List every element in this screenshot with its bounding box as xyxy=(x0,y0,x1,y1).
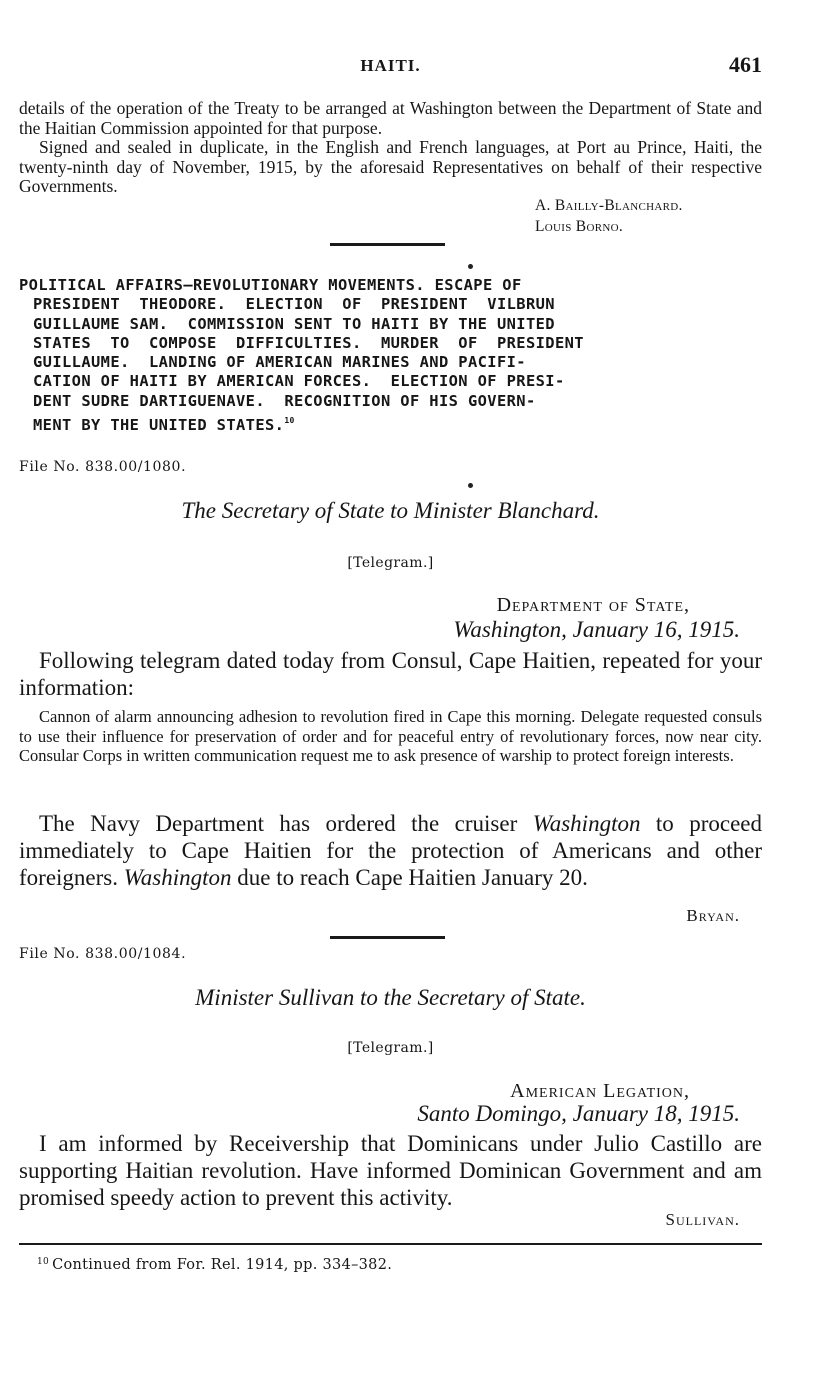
navy-order-paragraph xyxy=(19,810,762,891)
section-divider xyxy=(330,936,445,939)
footnote xyxy=(37,1257,392,1273)
page-number: 461 xyxy=(729,52,762,77)
heading-line: CATION OF HAITI BY AMERICAN FORCES. ELECTION OF PRESI- xyxy=(33,372,565,391)
signer-sullivan: Sullivan. xyxy=(665,1210,740,1229)
heading-last-text: MENT BY THE UNITED STATES. xyxy=(33,416,285,435)
print-speck xyxy=(468,483,473,488)
body-text: to proceed immediately to Cape Haitien for the protection of Americans and other foreigners. xyxy=(19,811,762,890)
dateline-place: Department of State, xyxy=(496,594,690,616)
body-text: The Navy Department has ordered the cruiser xyxy=(39,811,533,836)
ship-name: Washington xyxy=(123,865,232,890)
document-page xyxy=(19,0,762,1380)
footnote-marker: 10 xyxy=(37,1257,50,1267)
quoted-consul-telegram: Cannon of alarm announcing adhesion to revolution fired in Cape this morning. Delegate requested consuls to use their influence for preservation of order and for peaceful entry of revolutionary forces, now near city. Consular Corps in written communication request me to ask presence of warship to protect foreign interests. xyxy=(19,707,762,765)
footnote-rule xyxy=(19,1243,762,1245)
section-divider xyxy=(330,243,445,246)
telegram-label: [Telegram.] xyxy=(347,555,434,571)
dateline-date: Santo Domingo, January 18, 1915. xyxy=(417,1101,740,1126)
heading-line: GUILLAUME SAM. COMMISSION SENT TO HAITI BY THE UNITED xyxy=(33,314,555,333)
document-title-blanchard: The Secretary of State to Minister Blanchard. xyxy=(181,498,600,523)
document-title-sullivan: Minister Sullivan to the Secretary of State. xyxy=(195,985,586,1010)
signer-bryan: Bryan. xyxy=(686,906,740,925)
heading-line: PRESIDENT THEODORE. ELECTION OF PRESIDENT VILBRUN xyxy=(33,295,555,314)
print-speck xyxy=(468,264,473,269)
telegram-intro: Following telegram dated today from Consul, Cape Haitien, repeated for your information: xyxy=(19,648,762,700)
treaty-paragraph-continued: details of the operation of the Treaty to be arranged at Washington between the Department of State and the Haitian Commission appointed for that purpose. xyxy=(19,98,762,138)
heading-line: DENT SUDRE DARTIGUENAVE. RECOGNITION OF HIS GOVERN- xyxy=(33,391,536,410)
heading-line: GUILLAUME. LANDING OF AMERICAN MARINES AND PACIFI- xyxy=(33,353,526,372)
section-heading xyxy=(19,276,762,435)
footnote-reference[interactable]: 10 xyxy=(284,416,295,426)
heading-line: POLITICAL AFFAIRS—REVOLUTIONARY MOVEMENTS. ESCAPE OF xyxy=(19,276,522,294)
running-head xyxy=(19,52,762,78)
treaty-signing-paragraph: Signed and sealed in duplicate, in the English and French languages, at Port au Prince, Haiti, the twenty-ninth day of November, 1915, by the aforesaid Representatives on behalf of their respective Governments. xyxy=(19,137,762,196)
running-head-title: HAITI. xyxy=(360,56,421,75)
file-number-1080: File No. 838.00/1080. xyxy=(19,459,187,475)
ship-name: Washington xyxy=(532,811,641,836)
body-text: due to reach Cape Haitien January 20. xyxy=(231,865,588,890)
heading-line-last xyxy=(19,411,762,435)
file-number-1084: File No. 838.00/1084. xyxy=(19,946,187,962)
receivership-paragraph: I am informed by Receivership that Dominicans under Julio Castillo are supporting Haitian revolution. Have informed Dominican Government and am promised speedy action to prevent this activity. xyxy=(19,1131,762,1210)
footnote-text: Continued from For. Rel. 1914, pp. 334–382. xyxy=(52,1257,393,1273)
dateline-place: American Legation, xyxy=(510,1080,690,1102)
telegram-label: [Telegram.] xyxy=(347,1040,434,1056)
heading-line: STATES TO COMPOSE DIFFICULTIES. MURDER OF PRESIDENT xyxy=(33,333,584,352)
signature-borno: Louis Borno. xyxy=(535,218,623,235)
signature-bailly-blanchard: A. Bailly-Blanchard. xyxy=(535,197,683,214)
dateline-date: Washington, January 16, 1915. xyxy=(453,617,740,642)
